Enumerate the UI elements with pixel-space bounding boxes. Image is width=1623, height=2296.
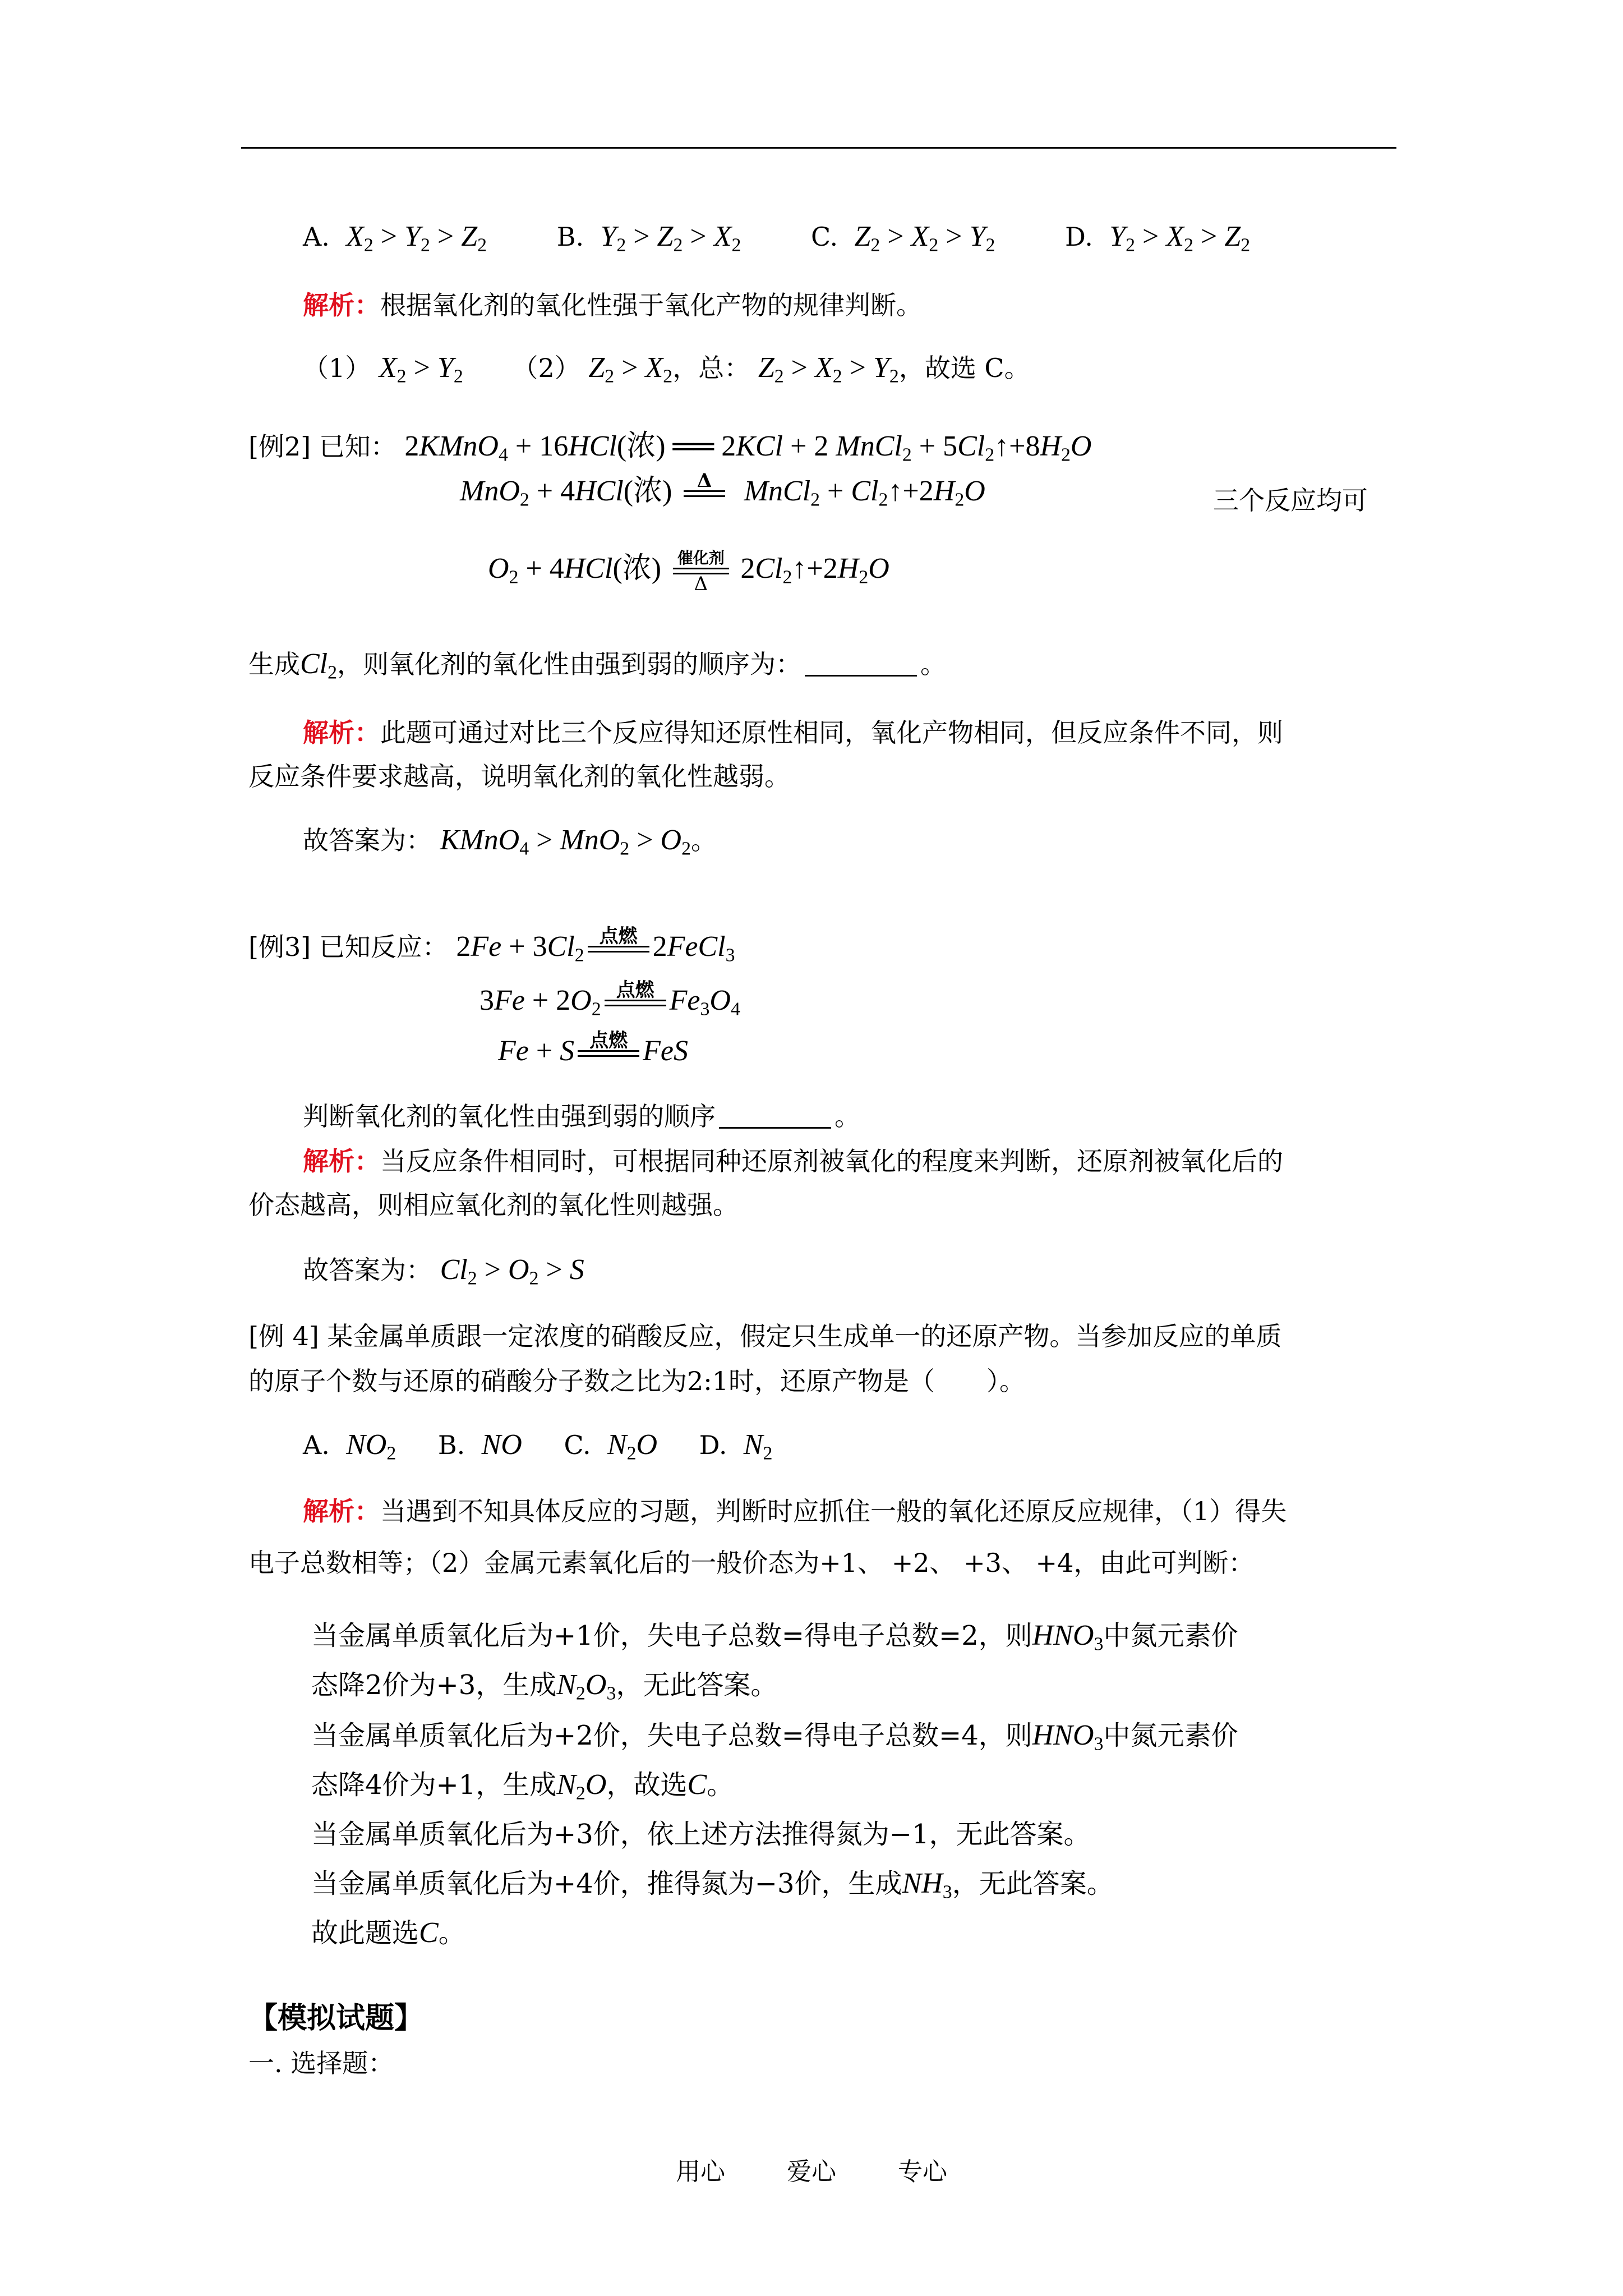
ex2-analysis-1: 解析：此题可通过对比三个反应得知还原性相同，氧化产物相同，但反应条件不同，则 xyxy=(303,717,1283,748)
ex4-analysis-1: 解析：当遇到不知具体反应的习题，判断时应抓住一般的氧化还原反应规律，（1）得失 xyxy=(303,1496,1287,1526)
ex4-derivation-6: 当金属单质氧化后为+4价，推得氮为−3价，生成$NH_3$，无此答案。 xyxy=(311,1867,1114,1903)
ex2-analysis-2: 反应条件要求越高，说明氧化剂的氧化性越弱。 xyxy=(248,761,790,792)
catalyst-condition: 催化剂 Δ xyxy=(673,549,729,593)
section-title: 【模拟试题】 xyxy=(248,2001,424,2035)
ex4-derivation-3: 当金属单质氧化后为+2价，失电子总数=得电子总数=4，则$HNO_3$中氮元素价 xyxy=(311,1719,1238,1755)
ex4-option-b: B. NO xyxy=(437,1429,522,1461)
ex4-derivation-2: 态降2价为+3，生成$N_2O_3$，无此答案。 xyxy=(311,1669,778,1704)
options-row-1 xyxy=(303,220,1312,262)
ex4-analysis-2: 电子总数相等；（2）金属元素氧化后的一般价态为+1、 +2、 +3、 +4，由此可判断： xyxy=(248,1548,1255,1578)
footer-item: 专心 xyxy=(898,2157,947,2186)
ex1-analysis: 解析：根据氧化剂的氧化性强于氧化产物的规律判断。 xyxy=(303,290,922,320)
answer-blank-2 xyxy=(719,1102,831,1129)
footer-item: 爱心 xyxy=(787,2157,836,2186)
ex1-conclusion: （1） $X_2 > Y_2$ （2） $Z_2 > X_2$，总： $Z_2 > X_2 > Y_2$，故选 C。 xyxy=(303,352,1030,387)
option-c: C. $Z_2 > X_2 > Y_2$ xyxy=(811,220,995,256)
page-footer xyxy=(0,2151,1623,2187)
ex3-question: 判断氧化剂的氧化性由强到弱的顺序 。 xyxy=(303,1101,860,1131)
ex3-answer: 故答案为： $Cl_2 > O_2 > S$ xyxy=(303,1254,584,1289)
ex4-option-a: A. $NO_2$ xyxy=(303,1429,396,1464)
ex4-options xyxy=(303,1428,772,1470)
ex2-reaction-2: MnO$_2$ + 4HCl(浓) Δ MnCl$_2$ + $Cl_2↑+2H_2O$ xyxy=(460,471,985,517)
ex2-question: 生成$Cl_2$，则氧化剂的氧化性由强到弱的顺序为： 。 xyxy=(248,648,947,683)
footer-item: 用心 xyxy=(676,2157,725,2186)
section-subtitle: 一. 选择题： xyxy=(248,2048,394,2078)
ex4-line-1: [例 4] 某金属单质跟一定浓度的硝酸反应，假定只生成单一的还原产物。当参加反应的单质 xyxy=(248,1321,1282,1351)
ex4-line-2: 的原子个数与还原的硝酸分子数之比为2:1时，还原产物是（ ）。 xyxy=(248,1366,1026,1396)
ex4-derivation-1: 当金属单质氧化后为+1价，失电子总数=得电子总数=2，则$HNO_3$中氮元素价 xyxy=(311,1619,1238,1655)
ex3-analysis-2: 价态越高，则相应氧化剂的氧化性则越强。 xyxy=(248,1190,739,1220)
option-b: B. $Y_2 > Z_2 > X_2$ xyxy=(556,220,741,256)
ex2-tail-text: 三个反应均可 xyxy=(1213,485,1368,516)
ex2-reaction-3: $O_2 + 4HCl$(浓) 催化剂 Δ $2Cl_2↑+2H_2O$ xyxy=(488,549,889,595)
header-rule xyxy=(241,147,1396,149)
ex3-reaction-1: [例3] 已知反应： $2Fe + 3Cl_2$ 点燃 2FeCl$_3$ xyxy=(248,925,735,966)
option-d: D. $Y_2 > X_2 > Z_2$ xyxy=(1065,220,1251,256)
heat-condition: Δ xyxy=(684,471,725,516)
answer-blank xyxy=(805,650,917,677)
ex4-option-d: D. $N_2$ xyxy=(699,1429,773,1464)
ex3-reaction-3: Fe + S 点燃 FeS xyxy=(498,1029,689,1067)
ex4-derivation-7: 故此题选C。 xyxy=(311,1917,465,1949)
ex2-answer: 故答案为： KMnO$_4$ > $MnO_2 > O_2$。 xyxy=(303,824,717,859)
ex4-option-c: C. $N_2O$ xyxy=(564,1429,658,1464)
ex3-reaction-2: $3Fe + 2O_2$ 点燃 $Fe_3O_4$ xyxy=(479,979,740,1020)
ex4-derivation-5: 当金属单质氧化后为+3价，依上述方法推得氮为−1，无此答案。 xyxy=(311,1819,1091,1850)
option-a: A. $X_2 > Y_2 > Z_2$ xyxy=(303,220,487,256)
ex3-analysis-1: 解析：当反应条件相同时，可根据同种还原剂被氧化的程度来判断，还原剂被氧化后的 xyxy=(303,1146,1283,1176)
ex4-derivation-4: 态降4价为+1，生成$N_2O$，故选C。 xyxy=(311,1769,734,1804)
ex2-reaction-1: [例2] 已知： 2KMnO$_4$ + 16HCl(浓) ══ 2KCl + 2 MnCl$_2$ + $5Cl_2↑+8H_2O$ xyxy=(248,430,1092,466)
